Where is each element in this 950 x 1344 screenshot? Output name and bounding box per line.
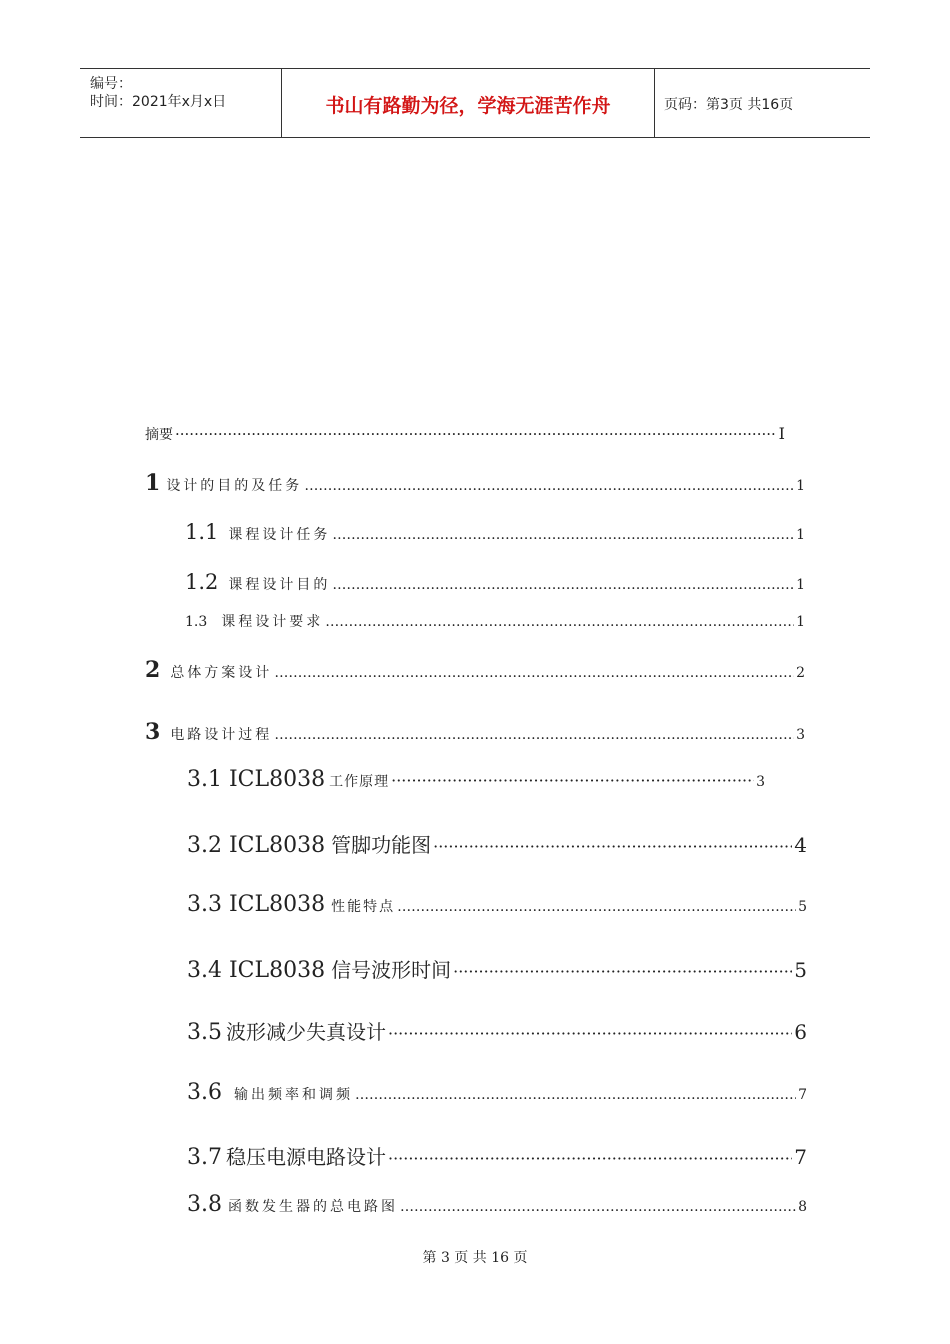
toc-number: 1.3 <box>185 614 208 630</box>
toc-leader <box>433 837 792 856</box>
toc-page: 8 <box>798 1199 807 1215</box>
toc-number: 3.1 ICL8038 <box>187 767 326 792</box>
toc-entry-3-8[interactable] <box>187 1192 807 1217</box>
toc-leader <box>388 1149 792 1168</box>
toc-page: 5 <box>794 958 807 982</box>
toc-entry-1-2[interactable] <box>185 570 805 594</box>
toc-entry-3-2[interactable] <box>187 829 807 858</box>
toc-number: 1.1 <box>185 520 219 544</box>
toc-page: 2 <box>796 665 805 681</box>
toc-leader <box>453 962 792 981</box>
date-line: 时间：2021年x月x日 <box>90 94 227 110</box>
header-page-info: 页码：第3页 共16页 <box>664 97 794 113</box>
toc-page: 1 <box>796 527 805 543</box>
toc-title: 设计的目的及任务 <box>166 478 303 494</box>
toc-entry-3[interactable] <box>145 719 805 745</box>
toc-title: 摘要 <box>145 427 173 443</box>
toc-leader <box>325 614 794 630</box>
toc-title: 课程设计任务 <box>228 527 331 543</box>
toc-page: 7 <box>794 1145 807 1169</box>
toc-leader <box>274 727 794 743</box>
toc-page: 3 <box>756 774 765 790</box>
toc-number: 3 <box>145 719 161 745</box>
toc-entry-3-4[interactable] <box>187 954 807 983</box>
toc-entry-2[interactable] <box>145 657 805 683</box>
toc-page: 5 <box>798 899 807 915</box>
toc-page: I <box>778 424 785 443</box>
toc-page: 1 <box>796 478 805 494</box>
toc-entry-3-6[interactable] <box>187 1080 807 1105</box>
toc-entry-3-3[interactable] <box>187 892 807 917</box>
toc-page: 3 <box>796 727 805 743</box>
toc-page: 7 <box>798 1087 807 1103</box>
toc-title: 课程设计要求 <box>221 614 324 630</box>
toc-leader <box>355 1087 796 1103</box>
toc-entry-3-5[interactable] <box>187 1016 807 1045</box>
toc-title: 输出频率和调频 <box>234 1087 353 1103</box>
toc-number: 3.2 ICL8038 <box>187 833 326 858</box>
toc-page: 4 <box>794 833 807 857</box>
toc-page: 6 <box>794 1020 807 1044</box>
toc-entry-1-3[interactable] <box>185 611 805 631</box>
toc-title: 波形减少失真设计 <box>226 1020 386 1044</box>
toc-number: 1 <box>145 470 161 496</box>
toc-title: 工作原理 <box>329 774 390 790</box>
motto: 书山有路勤为径，学海无涯苦作舟 <box>325 95 611 117</box>
toc-entry-1[interactable] <box>145 470 805 496</box>
toc-number: 3.3 ICL8038 <box>187 892 326 917</box>
toc-title: 课程设计目的 <box>228 577 331 593</box>
toc-title: 电路设计过程 <box>170 727 273 743</box>
toc-entry-3-1[interactable] <box>187 767 765 792</box>
toc-leader <box>397 899 796 915</box>
toc-leader <box>274 665 794 681</box>
serial-label: 编号： <box>90 76 132 92</box>
toc-entry-1-1[interactable] <box>185 520 805 544</box>
toc-number: 3.7 <box>187 1145 222 1170</box>
toc-number: 1.2 <box>185 570 219 594</box>
toc-leader <box>332 527 794 543</box>
toc-entry-3-7[interactable] <box>187 1141 807 1170</box>
toc-leader <box>332 577 794 593</box>
toc-leader <box>175 425 777 443</box>
toc-number: 3.5 <box>187 1020 222 1045</box>
toc-title: 管脚功能图 <box>331 833 432 857</box>
toc-leader <box>388 1024 792 1043</box>
toc-page: 1 <box>796 614 805 630</box>
toc-title: 总体方案设计 <box>170 665 273 681</box>
toc-number: 3.6 <box>187 1080 222 1105</box>
toc-leader <box>391 771 754 790</box>
toc-number: 2 <box>145 657 161 683</box>
toc-number: 3.4 ICL8038 <box>187 958 326 983</box>
toc-leader <box>400 1199 796 1215</box>
toc-page: 1 <box>796 577 805 593</box>
toc-entry-abstract[interactable] <box>145 424 785 444</box>
toc-title: 稳压电源电路设计 <box>226 1145 386 1169</box>
toc-title: 函数发生器的总电路图 <box>228 1199 398 1215</box>
toc-number: 3.8 <box>187 1192 222 1217</box>
toc-leader <box>304 478 794 494</box>
toc-title: 信号波形时间 <box>331 958 452 982</box>
page-footer: 第 3 页 共 16 页 <box>422 1250 528 1266</box>
toc-title: 性能特点 <box>331 899 396 915</box>
